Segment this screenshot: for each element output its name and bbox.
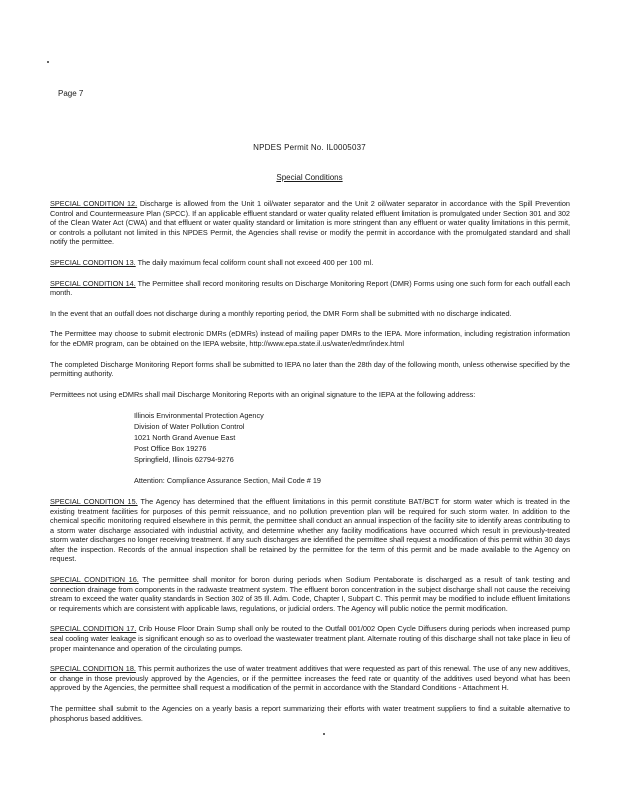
- condition-text: Discharge is allowed from the Unit 1 oil/water separator and the Unit 2 oil/water separator in accordance with the Spill Prevention Control and Countermeasure Plan (SPCC). If an applicable effluent standard or water quality related effluent limitation is promulgated under Section 301 and 302 of the Clean Water Act (CWA) and that effluent or water quality standard or limitation is more stringent than any effluent or water quality limitations in this permit, or controls a pollutant not limited in this NPDES Permit, the Agencies shall revise or modify the permit in accordance with the promulgated standard and shall notify the permittee.: [50, 199, 570, 247]
- address-line: Springfield, Illinois 62794-9276: [134, 455, 234, 465]
- condition-heading: SPECIAL CONDITION 16.: [50, 575, 139, 585]
- phosphorus-alternative-paragraph: The permittee shall submit to the Agencies on a yearly basis a report summarizing their efforts with water treatment suppliers to find a suitable alternative to phosphorus based additives.: [50, 704, 570, 723]
- edmr-paragraph: The Permittee may choose to submit electronic DMRs (eDMRs) instead of mailing paper DMRs to the IEPA. More information, including registration information for the eDMR program, can be obtained on the IEPA website, http://www.epa.state.il.us/water/edmr/index.html: [50, 329, 570, 348]
- condition-heading: SPECIAL CONDITION 14.: [50, 278, 136, 288]
- no-discharge-paragraph: In the event that an outfall does not discharge during a monthly reporting period, the DMR Form shall be submitted with no discharge indicated.: [50, 308, 512, 318]
- condition-heading: SPECIAL CONDITION 13.: [50, 257, 136, 267]
- special-condition-15: [50, 497, 570, 564]
- condition-text: Crib House Floor Drain Sump shall only be routed to the Outfall 001/002 Open Cycle Diffusers during periods when increased pump seal cooling water leakage is significant enough so as to overload the wastewater treatment plant. Alternate routing of this discharge shall not take place in lieu of proper maintenance and operation of the circulating pumps.: [50, 624, 570, 653]
- mailing-instructions-paragraph: Permittees not using eDMRs shall mail Discharge Monitoring Reports with an original signature to the IEPA at the following address:: [50, 389, 476, 399]
- permit-number-heading: NPDES Permit No. IL0005037: [253, 143, 366, 152]
- address-line: Illinois Environmental Protection Agency: [134, 411, 264, 421]
- condition-heading: SPECIAL CONDITION 12.: [50, 199, 138, 208]
- condition-heading: SPECIAL CONDITION 18.: [50, 664, 136, 674]
- special-condition-12: [50, 199, 570, 247]
- condition-text: This permit authorizes the use of water treatment additives that were requested as part of this renewal. The use of any new additives, or change in those previously approved by the Agencies, or if the permittee increases the feed rate or quantity of the additives used beyond what has been approved by the Agencies, the permittee shall request a modification of the permit in accordance with the Standard Conditions - Attachment H.: [50, 664, 570, 693]
- submission-deadline-paragraph: The completed Discharge Monitoring Report forms shall be submitted to IEPA no later than the 28th day of the following month, unless otherwise specified by the permitting authority.: [50, 359, 570, 379]
- address-line: Division of Water Pollution Control: [134, 422, 245, 432]
- document-body: [50, 199, 570, 734]
- condition-text: The Agency has determined that the effluent limitations in this permit constitute BAT/BCT for storm water which is treated in the existing treatment facilities for purposes of this permit reissuance, and no pollution prevention plan will be required for such storm water. In addition to the chemical specific monitoring required elsewhere in this permit, the permittee shall conduct an annual inspection of the facility site to identify areas contributing to a storm water discharge associated with industrial activity, and determine whether any facility modifications have occurred which result in previously-treated storm water discharges no longer receiving treatment. If any such discharges are identified the permittee shall request a modification of this permit within 30 days after the inspection. Records of the annual inspection shall be retained by the permittee for the term of this permit and be made available to the Agency on request.: [50, 496, 570, 564]
- attention-line: Attention: Compliance Assurance Section, Mail Code # 19: [134, 476, 321, 486]
- page-number: Page 7: [58, 89, 84, 98]
- mailing-address: [134, 410, 570, 465]
- scan-speck: [47, 61, 49, 63]
- address-line: 1021 North Grand Avenue East: [134, 433, 236, 443]
- special-condition-18: [50, 664, 570, 693]
- special-condition-14: [50, 279, 570, 298]
- special-condition-16: [50, 575, 570, 613]
- condition-text: The daily maximum fecal coliform count shall not exceed 400 per 100 ml.: [135, 257, 374, 267]
- condition-heading: SPECIAL CONDITION 15.: [50, 496, 138, 506]
- condition-heading: SPECIAL CONDITION 17.: [50, 624, 137, 634]
- special-conditions-heading: Special Conditions: [276, 173, 343, 182]
- scan-speck: [323, 733, 325, 735]
- special-condition-17: [50, 624, 570, 653]
- special-condition-13: [50, 258, 570, 268]
- address-line: Post Office Box 19276: [134, 444, 207, 454]
- condition-text: The Permittee shall record monitoring results on Discharge Monitoring Report (DMR) Forms using one such form for each outfall each month.: [50, 278, 570, 298]
- condition-text: The permittee shall monitor for boron during periods when Sodium Pentaborate is discharged as a result of tank testing and connection drainage from components in the radwaste treatment system. The effluent boron concentration in the subject discharge shall not cause the receiving stream to exceed the water quality standards in Section 302 of 35 Ill. Adm. Code, Chapter I, Subpart C. This permit may be modified to include effluent limitations or requirements which are consistent with applicable laws, regulations, or judicial orders. The Agency will public notice the permit modification.: [50, 575, 570, 613]
